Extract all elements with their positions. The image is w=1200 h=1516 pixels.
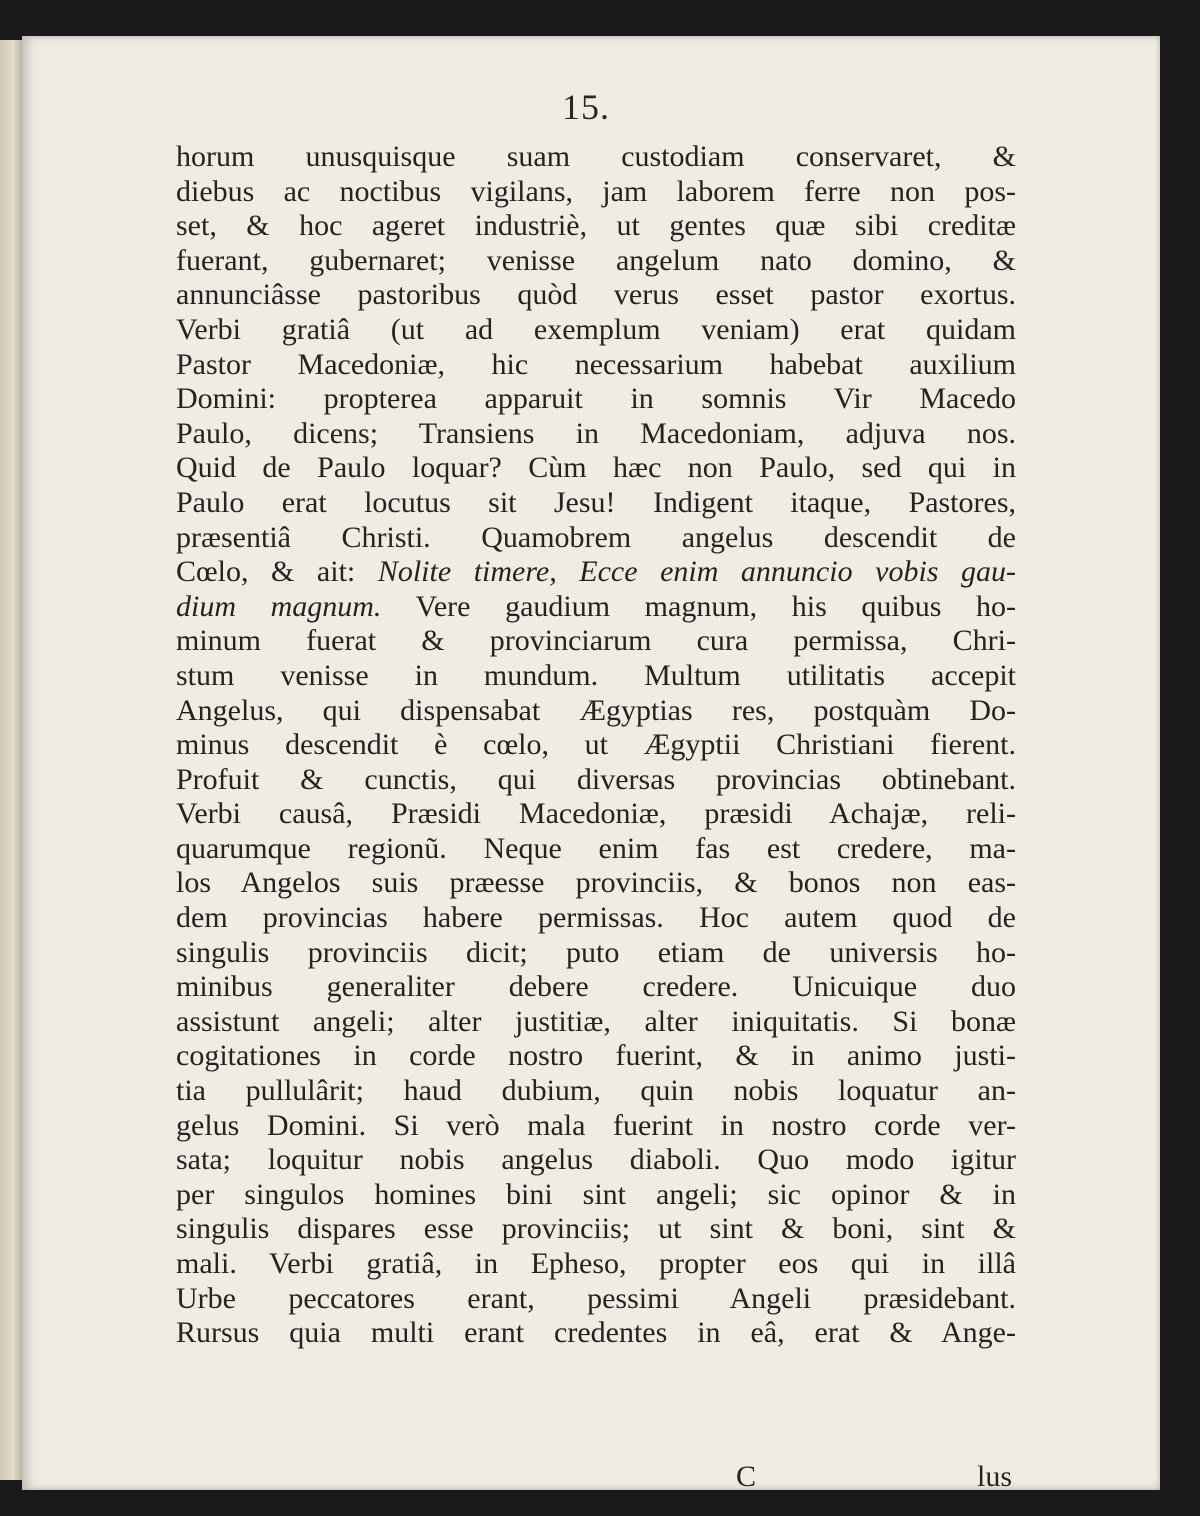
text-line [176,382,1016,417]
text-line [176,209,1016,244]
line-text: Quid de Paulo loquar? Cùm hæc non Paulo, sed qui in [176,451,1016,485]
line-text: minum fuerat & provinciarum cura permissa, Chri- [176,624,1016,658]
text-line [176,832,1016,867]
text-line [176,313,1016,348]
text-line [176,417,1016,452]
line-text: tia pullulârit; haud dubium, quin nobis loquatur an- [176,1074,1016,1108]
line-text: gelus Domini. Si verò mala fuerint in nostro corde ver- [176,1108,1016,1142]
line-text: Verbi gratiâ (ut ad exemplum veniam) erat quidam [176,312,1016,346]
line-text: Pastor Macedoniæ, hic necessarium habebat auxilium [176,347,1016,381]
line-text: diebus ac noctibus vigilans, jam laborem ferre non pos- [176,174,1016,208]
text-line [176,1282,1016,1317]
text-line [176,866,1016,901]
line-text: Paulo, dicens; Transiens in Macedoniam, adjuva nos. [176,416,1016,450]
text-line [176,590,1016,625]
italic-phrase: dium magnum. [176,589,382,623]
text-block [176,140,1016,1351]
text-line [176,486,1016,521]
text-line [176,1005,1016,1040]
line-text: horum unusquisque suam custodiam conservaret, & [176,140,1016,173]
line-text: Verbi causâ, Præsidi Macedoniæ, præsidi Achajæ, reli- [176,797,1016,831]
line-text: Profuit & cunctis, qui diversas provincias obtinebant. [176,762,1016,796]
text-line [176,555,1016,590]
line-text: Urbe peccatores erant, pessimi Angeli præsidebant. [176,1281,1016,1315]
text-line [176,1039,1016,1074]
signature-mark: C [736,1460,757,1493]
line-text: assistunt angeli; alter justitiæ, alter iniquitatis. Si bonæ [176,1004,1016,1038]
italic-phrase: Nolite timere, Ecce enim annuncio vobis gau- [377,555,1016,589]
text-line [176,1074,1016,1109]
text-line [176,901,1016,936]
line-text: fuerant, gubernaret; venisse angelum nato domino, & [176,243,1016,277]
text-line [176,1212,1016,1247]
line-text: dem provincias habere permissas. Hoc autem quod de [176,901,1016,935]
line-text: Angelus, qui dispensabat Ægyptias res, postquàm Do- [176,693,1016,727]
text-line [176,1178,1016,1213]
line-text: singulis dispares esse provinciis; ut sint & boni, sint & [176,1212,1016,1246]
text-line [176,451,1016,486]
text-line [176,1247,1016,1282]
page-number: 15. [562,87,610,127]
line-text: annunciâsse pastoribus quòd verus esset pastor exortus. [176,278,1016,312]
text-line [176,694,1016,729]
line-text: Cœlo, & ait: [176,555,356,589]
line-text: stum venisse in mundum. Multum utilitatis accepit [176,658,1016,692]
text-line [176,763,1016,798]
catchword-row [176,1460,1016,1500]
line-text: sata; loquitur nobis angelus diaboli. Quo modo igitur [176,1143,1016,1177]
text-line [176,521,1016,556]
text-line [176,278,1016,313]
line-text: cogitationes in corde nostro fuerint, & in animo justi- [176,1039,1016,1073]
text-line [176,244,1016,279]
text-line [176,140,1016,175]
line-text: Paulo erat locutus sit Jesu! Indigent itaque, Pastores, [176,485,1016,519]
line-text: singulis provinciis dicit; puto etiam de universis ho- [176,935,1016,969]
text-line [176,624,1016,659]
line-text: set, & hoc ageret industriè, ut gentes quæ sibi creditæ [176,209,1016,243]
line-text: Vere gaudium magnum, his quibus ho- [415,589,1016,623]
left-page-edge [0,40,23,1480]
text-line [176,348,1016,383]
text-line [176,1143,1016,1178]
text-line [176,1316,1016,1351]
line-text: præsentiâ Christi. Quamobrem angelus descendit de [176,520,1016,554]
line-text: minus descendit è cœlo, ut Ægyptii Christiani fierent. [176,728,1016,762]
text-line [176,175,1016,210]
book-page [22,36,1160,1493]
line-text: los Angelos suis præesse provinciis, & bonos non eas- [176,866,1016,900]
line-text: per singulos homines bini sint angeli; sic opinor & in [176,1177,1016,1211]
text-line [176,728,1016,763]
line-text: mali. Verbi gratiâ, in Epheso, propter eos qui in illâ [176,1247,1016,1280]
line-text: Domini: propterea apparuit in somnis Vir Macedo [176,382,1016,416]
text-line [176,797,1016,832]
line-text: quarumque regionũ. Neque enim fas est credere, ma- [176,831,1016,865]
line-text: Rursus quia multi erant credentes in eâ, erat & Ange- [176,1316,1016,1350]
catchword: lus [976,1460,1012,1493]
text-line [176,970,1016,1005]
text-line [176,1109,1016,1144]
text-line [176,936,1016,971]
line-text: minibus generaliter debere credere. Unicuique duo [176,970,1016,1004]
text-line [176,659,1016,694]
